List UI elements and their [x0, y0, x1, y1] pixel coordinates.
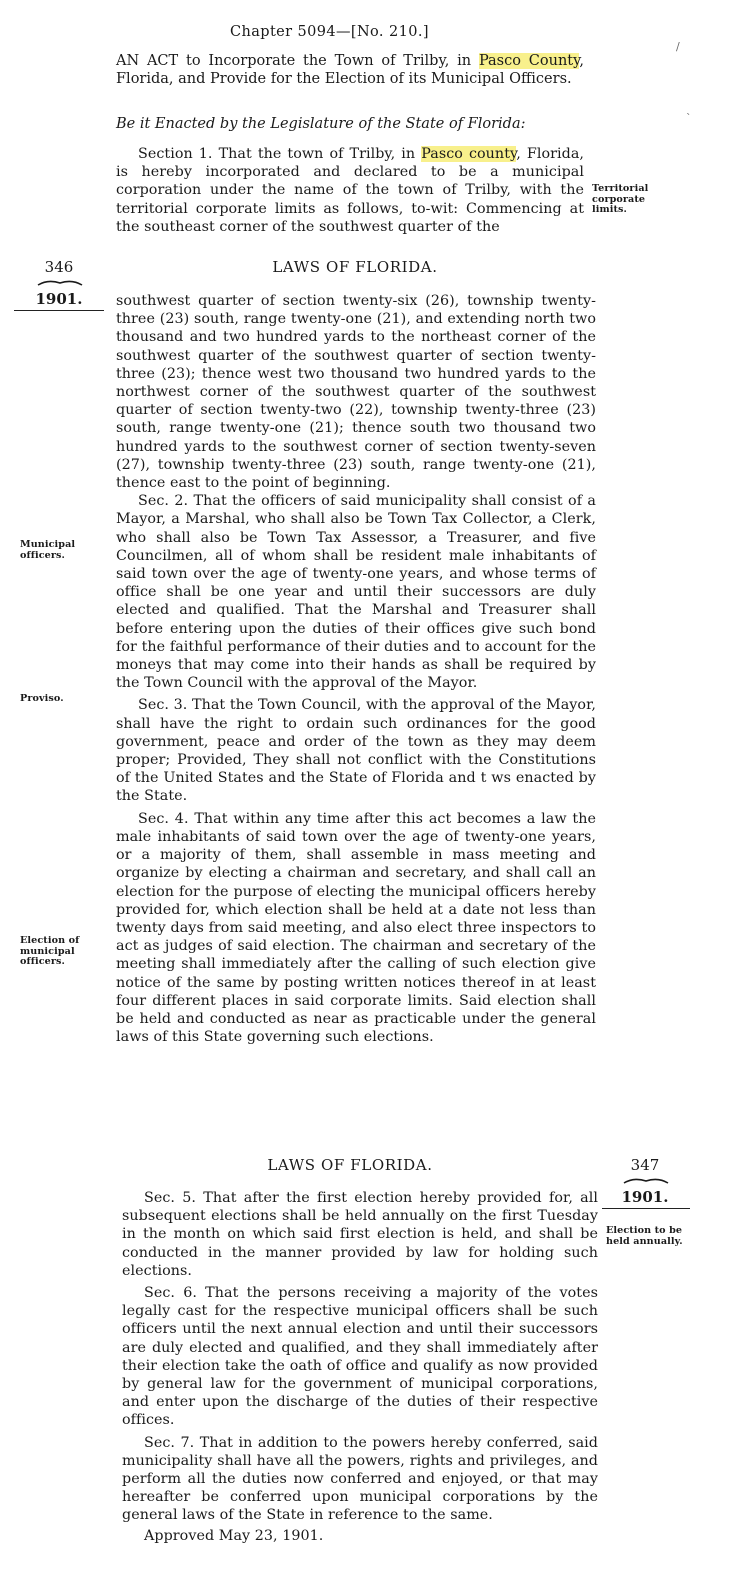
section-4: Sec. 4. That within any time after this act becomes a law the male inhabitants of said town over the age of twenty-one years, or a majority of them, shall assemble in mass meeting and organize by electing a chairman and secretary, and shall call an election for the purpose of electing the municipal officers hereby provided for, which election shall be held at a date not less than twenty days from said meeting, and also elect three inspectors to act as judges of said election. The chairman and secretary of the meeting shall immediately after the calling of such election give notice of the same by posting written notices thereof in at least four different places in said corporate limits. Said election shall be held and conducted as near as practicable under the general laws of this State governing such elections. [116, 810, 596, 1046]
section-3: Sec. 3. That the Town Council, with the approval of the Mayor, shall have the right to ordain such ordinances for the good government, peace and order of the town as they may deem proper; Provided, They shall not conflict with the Constitutions of the United States and the State of Florida and t ws enacted by the State. [116, 697, 596, 805]
section-5: Sec. 5. That after the first election hereby provided for, all subsequent elections shall be held annually on the first Tuesday in the month on which said first election is held, and shall be conducted in the manner provided by law for holding such elections. [122, 1190, 598, 1279]
margin-note-territorial: Territorial corporate limits. [592, 183, 649, 215]
margin-note-election: Election of municipal officers. [20, 935, 80, 967]
page-year: 1901. [35, 290, 83, 308]
margin-note-municipal-officers: Municipal officers. [20, 539, 76, 561]
page-346-body [116, 292, 596, 1046]
section-1: Section 1. That the town of Trilby, in Pasco county, Florida, is hereby incorporated and declared to be a municipal corporation under the name of the town of Trilby, with the territorial corporate limits as follows, to-wit: Commencing at the southeast corner of the southwest quarter of the [116, 146, 584, 235]
swash-icon [622, 1177, 670, 1185]
page-year: 1901. [621, 1188, 669, 1206]
section-2: Sec. 2. That the officers of said municipality shall consist of a Mayor, a Marshal, who shall also be Town Tax Collector, a Clerk, who shall also be Town Tax Assessor, a Treasurer, and five Councilmen, all of whom shall be resident male inhabitants of said town over the age of twenty-one years, and whose terms of office shall be one year and until their successors are duly elected and qualified. That the Marshal and Treasurer shall before entering upon the duties of their offices give such bond for the faithful performance of their duties and to account for the moneys that may come into their hands as shall be required by the Town Council with the approval of the Mayor. [116, 493, 596, 692]
approved-date: Approved May 23, 1901. [144, 1527, 324, 1544]
section-6: Sec. 6. That the persons receiving a majority of the votes legally cast for the respective municipal officers shall be such officers until the next annual election and until their successors are duly elected and qualified, and they shall immediately after their election take the oath of office and qualify as now provided by general law for the government of municipal corporations, and enter upon the discharge of the duties of their respective offices. [122, 1285, 598, 1429]
year-rule [14, 310, 104, 311]
enacting-clause: Be it Enacted by the Legislature of the State of Florida: [116, 116, 526, 132]
section-7: Sec. 7. That in addition to the powers hereby conferred, said municipality shall have all the powers, rights and privileges, and perform all the duties now conferred and enjoyed, or that may hereafter be conferred upon municipal corporations by the general laws of the State in reference to the same. [122, 1434, 598, 1524]
highlight-pasco-county-2: Pasco county [421, 146, 517, 162]
page-number-346: 346 [44, 258, 74, 276]
margin-note-proviso: Proviso. [20, 693, 64, 704]
chapter-heading [230, 24, 530, 40]
running-head: LAWS OF FLORIDA. [267, 1156, 433, 1174]
act-title: AN ACT to Incorporate the Town of Trilby, in Pasco County, Florida, and Provide for the Election of its Municipal Officers. [116, 53, 584, 87]
chapter-label: Chapter 5094—[No. 210.] [230, 24, 429, 40]
swash-ornament [616, 1176, 676, 1185]
swash-icon [36, 279, 84, 287]
highlight-pasco-county: Pasco County [478, 53, 580, 69]
page-347-body [122, 1189, 598, 1545]
margin-note-annual-election: Election to be held annually. [606, 1225, 683, 1247]
page-number-347: 347 [630, 1156, 660, 1174]
swash-ornament [30, 278, 90, 287]
year-rule [602, 1208, 690, 1209]
page-mark: / [676, 40, 680, 53]
page-mark: ` [686, 112, 692, 125]
section-1-continued: southwest quarter of section twenty-six (26), township twenty-three (23) south, range twenty-one (21), and extending north two thousand and two hundred yards to the northeast corner of the southwest quarter of the southwest quarter of section twenty-three (23); thence west two thousand two hundred yards to the northwest corner of the southwest quarter of the southwest quarter of section twenty-two (22), township twenty-three (23) south, range twenty-one (21); thence south two thousand two hundred yards to the southwest corner of section twenty-seven (27), township twenty-three (23) south, range twenty-one (21), thence east to the point of beginning. [116, 293, 596, 492]
running-head: LAWS OF FLORIDA. [272, 258, 438, 276]
